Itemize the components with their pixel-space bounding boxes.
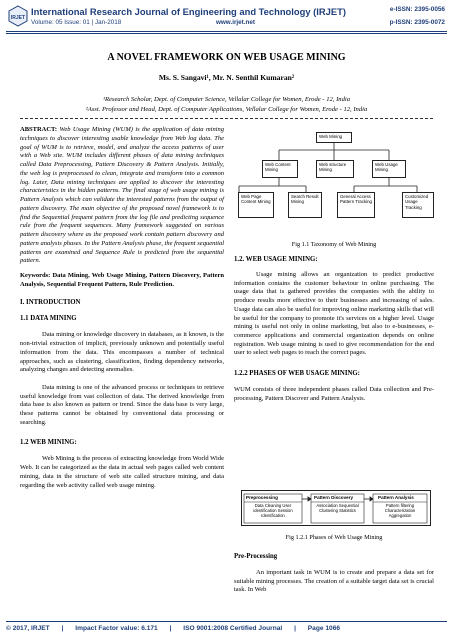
abstract-text: Web Usage Mining (WUM) is the application of data mining techniques to discover interesting usable knowledge from Web log data. The goal of WUM is to retrieve, model, and analyze the access patterns of user with a Web site. WUM includes different phases of data mining techniques called Data Preprocessing, Pattern Discovery & Pattern Analysis. Initially, the web log is preprocessed to clean, integrate and transform into a common log. Later, Data mining techniques are applied to discover the interesting characteristics in the hidden patterns. The final stage of web usage mining is Pattern Analysis which can validate the interested patterns from the output of pattern discovery. The main objective of the proposed novel framework is to find the Sequential frequent pattern from the log file and predicting sequence rule from the frequent sequences. Many framework suggested on various pattern discovery where as the proposed work contain pattern discovery and pattern analysis phases. In the Pattern Analysis phase, the frequent sequential patterns are examined and Sequence Rule is predicted from the sequential pattern. — [20, 126, 224, 265]
pre-processing-paragraph: An important task in WUM is to create and prepare a data set for suitable mining processes. The creation of a suitable target data set is crucial task. In Web — [234, 569, 434, 594]
pissn: p-ISSN: 2395-0072 — [389, 19, 445, 26]
irjet-logo — [8, 5, 28, 27]
figure-1-caption: Fig 1.1 Taxonomy of Web Mining — [291, 241, 377, 248]
figure-2-caption: Fig 1.2.1 Phases of Web Usage Mining — [285, 534, 383, 541]
journal-title: International Research Journal of Engineering and Technology (IRJET) — [31, 6, 346, 17]
taxonomy-root: Web Mining — [316, 132, 352, 143]
figure-taxonomy — [234, 126, 434, 238]
keywords-label: Keywords — [20, 272, 49, 279]
phase-preprocessing-title: Preprocessing — [246, 495, 278, 500]
phase-pattern-discovery-title: Pattern Discovery — [314, 495, 354, 500]
web-mining-paragraph: Web Mining is the process of extracting knowledge from World Wide Web. It can be categorized as the data in actual web pages called web content mining, data in the structure of web site called structure mining, and data regarding the web activity called web usage mining. — [20, 455, 224, 489]
taxonomy-web-structure-mining: Web structure Mining — [316, 160, 354, 178]
heading-introduction: I. INTRODUCTION — [20, 299, 81, 307]
paper-title: A NOVEL FRAMEWORK ON WEB USAGE MINING — [107, 52, 346, 63]
heading-web-mining: 1.2 WEB MINING: — [20, 439, 77, 447]
keywords — [20, 272, 224, 289]
taxonomy-search-result-mining: Search Result Mining — [288, 192, 322, 218]
taxonomy-web-page-content-mining: Web Page Content Mining — [238, 192, 274, 218]
taxonomy-customized-usage-tracking: Customized Usage Tracking — [402, 192, 434, 218]
separator-line — [20, 118, 433, 119]
heading-data-mining: 1.1 DATA MINING — [20, 315, 77, 323]
data-mining-paragraph-2: Data mining is one of the advanced process or techniques to retrieve useful knowledge from vast collection of data. The derived knowledge from data base is also known as pattern or trend. Since the data base is very large, these patterns cannot be obtained by conventional data processing or searching. — [20, 383, 224, 426]
phase-preprocessing-items: Data Cleaning User identification Session Identification — [253, 503, 293, 519]
heading-pre-processing: Pre-Processing — [234, 553, 278, 560]
header-rule — [6, 31, 447, 32]
affiliation-1: ¹Research Scholar, Dept. of Computer Science, Vellalar College for Women, Erode - 12, India — [103, 96, 350, 103]
eissn: e-ISSN: 2395-0056 — [389, 6, 445, 13]
left-column — [20, 126, 224, 490]
phase-pattern-discovery-items: Association Sequential Clustering Statistics — [316, 503, 359, 514]
affiliation-2: ²Asst. Professor and Head, Dept. of Computer Applications, Vellalar College for Women, Erode - 12, India — [85, 106, 368, 113]
abstract — [20, 126, 224, 266]
keywords-text: : Data Mining, Web Usage Mining, Pattern Discovery, Pattern Analysis, Sequential Frequent Pattern, Rule Prediction. — [20, 272, 224, 288]
header-rule-2 — [6, 33, 447, 34]
logo-text: IRJET — [10, 15, 26, 21]
footer-impact-factor: Impact Factor value: 6.171 — [75, 625, 158, 632]
data-mining-paragraph-1: Data mining or knowledge discovery in databases, as it known, is the non-trivial extraction of implicit, previously unknown and potentially useful information from the data. This encompasses a number of technical approaches, such as clustering, classification, finding dependency networks, analyzing changes and detecting anomalies. — [20, 331, 224, 374]
footer — [6, 625, 447, 632]
web-usage-mining-paragraph: Usage mining allows an organization to predict productive information contains the customer behaviour in online purchasing. The usage data that is gathered provides the companies with the ability to produce results more effective to their businesses and increasing of sales. Usage data can also be useful for improving online marketing skills that will be useful for the company to promote it's services on a higher level. Usage mining is useful not only in online marketing, but also to e-businesses, e-commerce applications and commercial organization depends on online registration. Web usage mining is used to give recommendation for the end user to select web pages to reach the correct pages. — [234, 271, 434, 357]
taxonomy-general-access-pattern-tracking: General Access Pattern Tracking — [337, 192, 375, 218]
heading-phases: 1.2.2 PHASES OF WEB USAGE MINING: — [234, 370, 360, 378]
figure-phases — [241, 490, 431, 526]
footer-divider: | — [169, 625, 172, 632]
heading-web-usage-mining: 1.2. WEB USAGE MINING: — [234, 256, 318, 263]
phase-pattern-analysis-items: Pattern filtering Characterization Aggregation — [384, 503, 416, 519]
paper-authors: Ms. S. Sangavi¹, Mr. N. Senthil Kumaran² — [158, 73, 295, 82]
phase-pattern-analysis-title: Pattern Analysis — [378, 495, 414, 500]
footer-copyright: © 2017, IRJET — [6, 625, 50, 632]
footer-page-number: Page 1066 — [307, 625, 341, 632]
right-column — [234, 241, 434, 403]
abstract-label: ABSTRACT: — [20, 126, 58, 133]
volume-line: Volume: 05 Issue: 01 | Jan-2018 — [31, 19, 122, 26]
footer-divider: | — [61, 625, 64, 632]
taxonomy-web-content-mining: Web Content Mining — [262, 160, 298, 178]
taxonomy-web-usage-mining: Web Usage Mining — [372, 160, 406, 178]
phases-paragraph: WUM consists of three independent phases called Data collection and Pre-processing, Pattern Discover and Pattern Analysis. — [234, 386, 434, 402]
footer-rule — [6, 621, 447, 622]
right-column-lower — [234, 534, 434, 595]
footer-divider: | — [294, 625, 296, 632]
journal-website[interactable]: www.irjet.net — [216, 19, 255, 26]
footer-iso: ISO 9001:2008 Certified Journal — [183, 625, 283, 632]
